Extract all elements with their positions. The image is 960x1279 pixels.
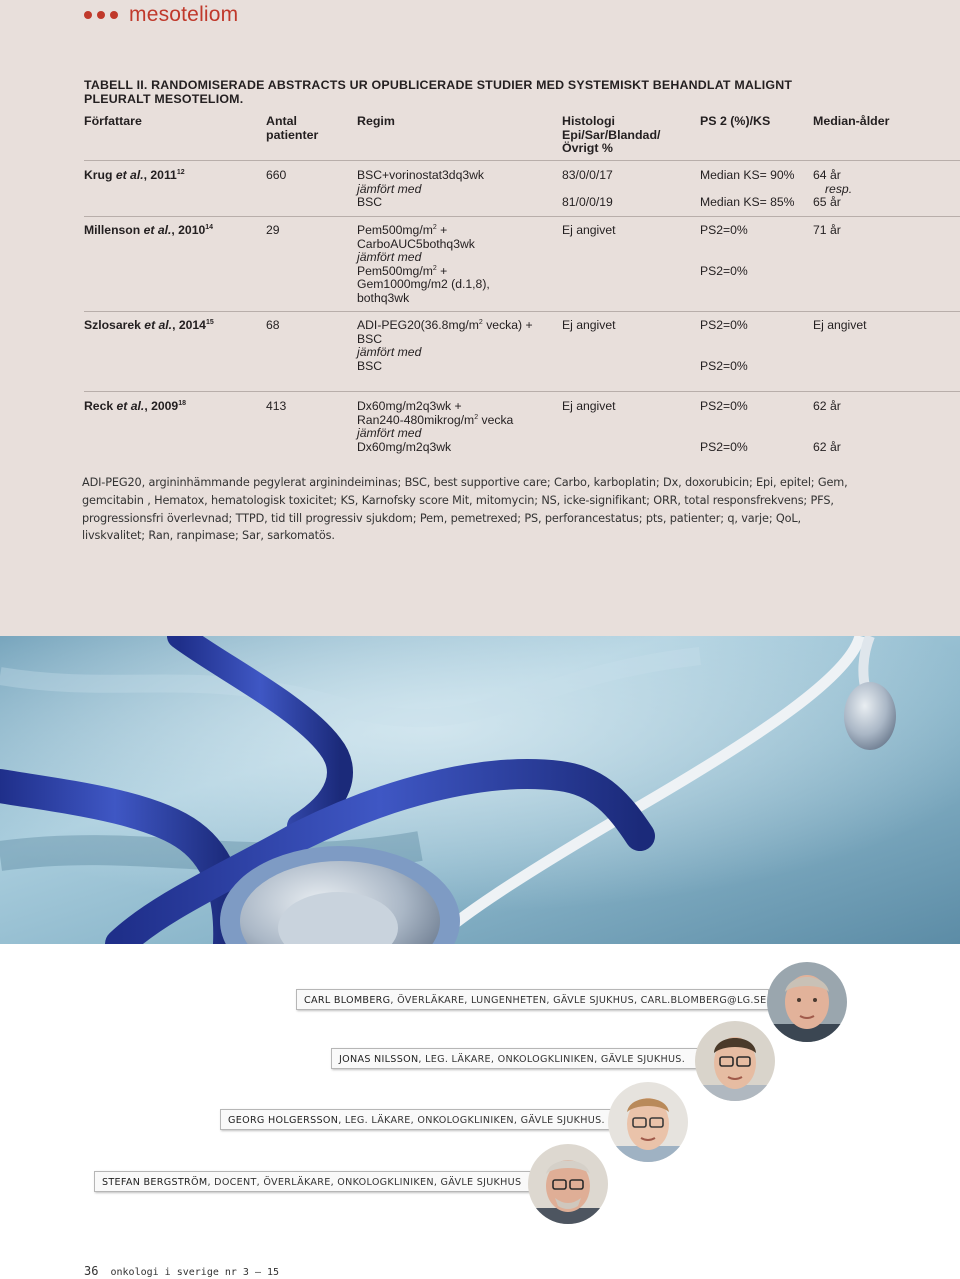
- patients-cell: 413: [266, 399, 287, 413]
- header-age: Median-ålder: [813, 114, 890, 128]
- bullet-dot-icon: [110, 11, 118, 19]
- age-cell: 71 år: [813, 223, 841, 237]
- bullet-dot-icon: [84, 11, 92, 19]
- age-cell: 62 år 62 år: [813, 399, 841, 454]
- regimen-cell: Dx60mg/m2q3wk + $Ran240-480mikrog/m^2$ vecka jämfört med Dx60mg/m2q3wk: [357, 399, 514, 454]
- author-box: JONAS NILSSON, LEG. LÄKARE, ONKOLOGKLINIKEN, GÄVLE SJUKHUS.: [331, 1048, 701, 1069]
- author-box: GEORG HOLGERSSON, LEG. LÄKARE, ONKOLOGKLINIKEN, GÄVLE SJUKHUS.: [220, 1109, 616, 1130]
- author-cell: Krug et al., 2011$^{12}$: [84, 168, 185, 182]
- age-cell: Ej angivet: [813, 318, 867, 332]
- author-cell: Reck et al., 2009$^{18}$: [84, 399, 186, 413]
- patients-cell: 29: [266, 223, 280, 237]
- age-cell: 64 år resp. 65 år: [813, 168, 853, 210]
- ps-cell: PS2=0% PS2=0%: [700, 223, 748, 278]
- row-divider: [84, 160, 960, 161]
- regimen-cell: $Pem500mg/m^2$ + CarboAUC5bothq3wk jämfört med $Pem500mg/m^2$ + Gem1000mg/m2 (d.1,8), bothq3wk: [357, 223, 490, 305]
- table-caption: TABELL II. RANDOMISERADE ABSTRACTS UR OPUBLICERADE STUDIER MED SYSTEMISKT BEHANDLAT MALIGNT PLEURALT MESOTELIOM.: [84, 78, 793, 106]
- histology-cell: 83/0/0/17 81/0/0/19: [562, 168, 613, 210]
- patients-cell: 660: [266, 168, 287, 182]
- portrait-stefan-bergstrom: [528, 1144, 608, 1224]
- ps-cell: Median KS= 90% Median KS= 85%: [700, 168, 795, 210]
- row-divider: [84, 216, 960, 217]
- page-number: 36: [84, 1264, 99, 1278]
- header-regimen: Regim: [357, 114, 395, 128]
- regimen-cell: BSC+vorinostat3dq3wk jämfört med BSC: [357, 168, 485, 210]
- portrait-jonas-nilsson: [695, 1021, 775, 1101]
- row-divider: [84, 391, 960, 392]
- portrait-carl-blomberg: [767, 962, 847, 1042]
- header-patients: Antal patienter: [266, 114, 319, 142]
- header-ps: PS 2 (%)/KS: [700, 114, 771, 128]
- histology-cell: Ej angivet: [562, 318, 616, 332]
- histology-cell: Ej angivet: [562, 223, 616, 237]
- journal-name: onkologi i sverige nr 3 – 15: [110, 1267, 280, 1278]
- author-cell: Millenson et al., 2010$^{14}$: [84, 223, 214, 237]
- portrait-georg-holgersson: [608, 1082, 688, 1162]
- section-title: mesoteliom: [129, 3, 239, 26]
- section-header: [84, 2, 238, 28]
- row-divider: [84, 311, 960, 312]
- abbreviations-text: ADI-PEG20, argininhämmande pegylerat arginindeiminas; BSC, best supportive care; Carbo, karboplatin; Dx, doxorubicin; Epi, epitel; Gem, gemcitabin , Hematox, hematologisk toxicitet; KS, Karnofsky score Mit, mitomycin; NS, icke-signifikant; ORR, total responsfrekvens; PFS, progressionsfri överlevnad; TTPD, tid till progressiv sjukdom; Pem, pemetrexed; PS, perforancestatus; pts, patienter; q, varje; QoL, livskvalitet; Ran, ranpimase; Sar, sarkomatös.: [82, 476, 848, 543]
- stethoscope-photo: [0, 636, 960, 944]
- bullet-dot-icon: [97, 11, 105, 19]
- regimen-cell: ADI-$PEG20(36.8mg/m^2$ vecka) + BSC jämfört med BSC: [357, 318, 533, 373]
- patients-cell: 68: [266, 318, 280, 332]
- header-author: Författare: [84, 114, 142, 128]
- author-cell: Szlosarek et al., 2014$^{15}$: [84, 318, 214, 332]
- ps-cell: PS2=0% PS2=0%: [700, 399, 748, 454]
- ps-cell: PS2=0% PS2=0%: [700, 318, 748, 373]
- histology-cell: Ej angivet: [562, 399, 616, 413]
- author-box: STEFAN BERGSTRÖM, DOCENT, ÖVERLÄKARE, ONKOLOGKLINIKEN, GÄVLE SJUKHUS: [94, 1171, 534, 1192]
- header-histology: Histologi Epi/Sar/Blandad/ Övrigt %: [562, 114, 661, 155]
- author-box: CARL BLOMBERG, ÖVERLÄKARE, LUNGENHETEN, GÄVLE SJUKHUS, CARL.BLOMBERG@LG.SE: [296, 989, 769, 1010]
- page-footer: [84, 1264, 279, 1278]
